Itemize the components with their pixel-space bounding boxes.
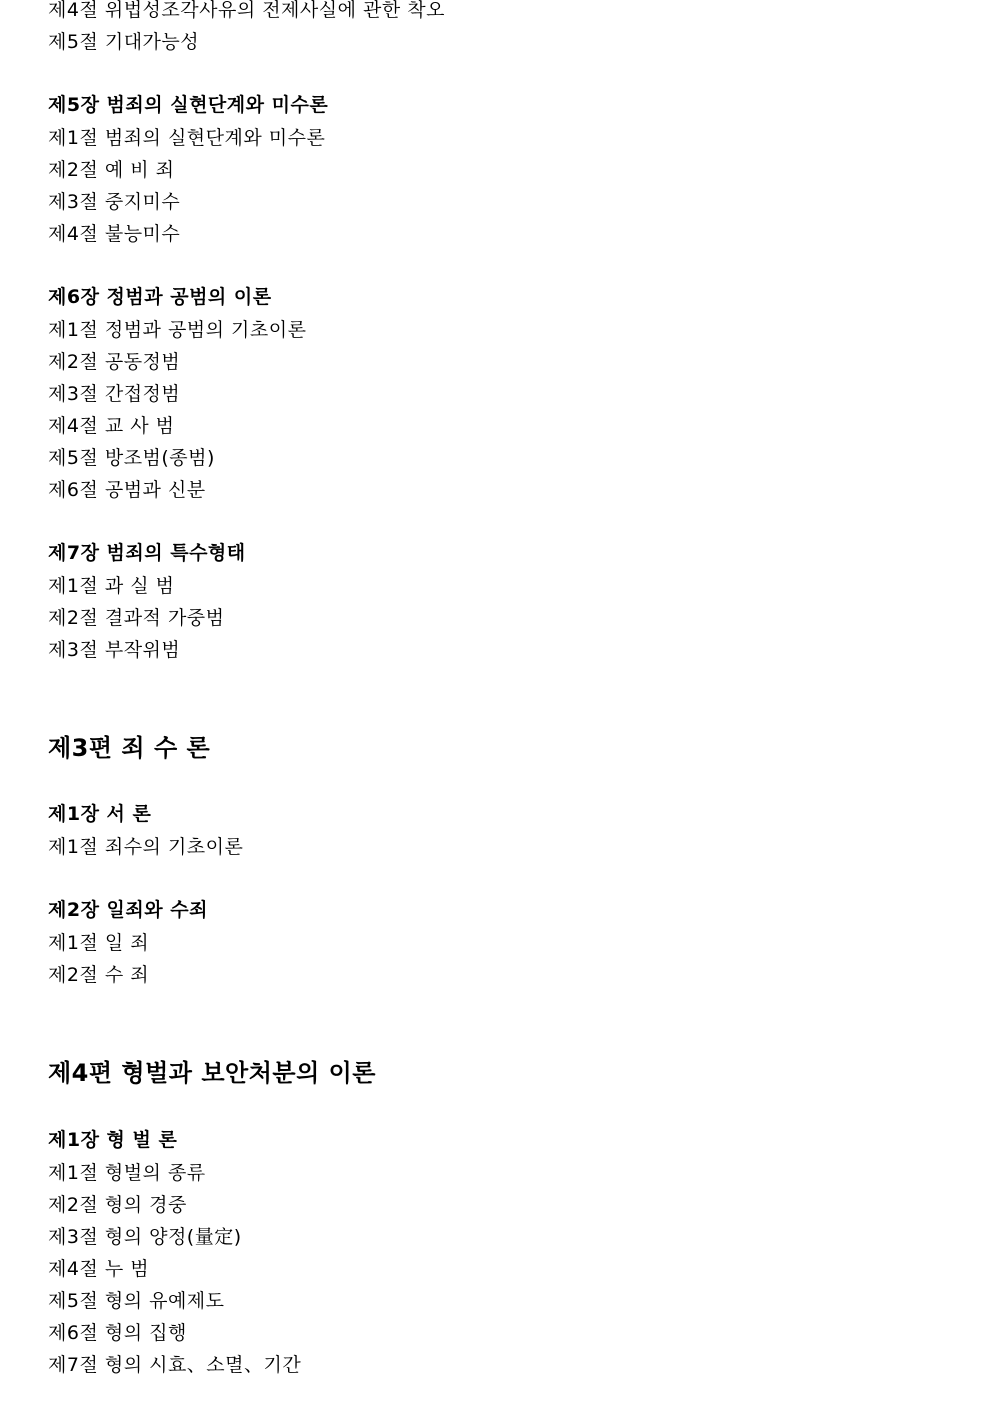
section-heading: 제4절 교 사 범 (48, 415, 175, 437)
section-heading: 제1절 과 실 범 (48, 575, 175, 597)
section-heading: 제1절 범죄의 실현단계와 미수론 (48, 127, 326, 149)
section-heading: 제3절 중지미수 (48, 191, 181, 213)
section-heading: 제1절 죄수의 기초이론 (48, 836, 244, 858)
section-heading: 제3절 형의 양정(量定) (48, 1226, 242, 1248)
section-heading: 제6절 형의 집행 (48, 1322, 187, 1344)
chapter-heading: 제2장 일죄와 수죄 (48, 899, 208, 921)
section-heading: 제5절 형의 유예제도 (48, 1290, 225, 1312)
section-heading: 제2절 수 죄 (48, 964, 150, 986)
section-heading: 제3절 부작위범 (48, 639, 181, 661)
section-heading: 제1절 일 죄 (48, 932, 150, 954)
section-heading: 제1절 정범과 공범의 기초이론 (48, 319, 307, 341)
section-heading: 제6절 공범과 신분 (48, 479, 206, 501)
chapter-heading: 제1장 형 벌 론 (48, 1129, 178, 1151)
section-heading: 제2절 형의 경중 (48, 1194, 187, 1216)
chapter-heading: 제7장 범죄의 특수형태 (48, 542, 246, 564)
section-heading: 제1절 형벌의 종류 (48, 1162, 206, 1184)
section-heading: 제4절 위법성조각사유의 전제사실에 관한 착오 (48, 0, 445, 21)
section-heading: 제5절 방조범(종범) (48, 447, 215, 469)
section-heading: 제7절 형의 시효、소멸、기간 (48, 1354, 302, 1376)
section-heading: 제2절 공동정범 (48, 351, 181, 373)
section-heading: 제3절 간접정범 (48, 383, 181, 405)
section-heading: 제2절 예 비 죄 (48, 159, 175, 181)
chapter-heading: 제1장 서 론 (48, 803, 152, 825)
part-heading: 제3편 죄 수 론 (48, 734, 211, 762)
section-heading: 제4절 누 범 (48, 1258, 150, 1280)
section-heading: 제2절 결과적 가중범 (48, 607, 225, 629)
chapter-heading: 제6장 정범과 공범의 이론 (48, 286, 272, 308)
section-heading: 제4절 불능미수 (48, 223, 181, 245)
part-heading: 제4편 형벌과 보안처분의 이론 (48, 1059, 376, 1087)
document-page (48, 0, 948, 1403)
section-heading: 제5절 기대가능성 (48, 31, 200, 53)
chapter-heading: 제5장 범죄의 실현단계와 미수론 (48, 94, 329, 116)
